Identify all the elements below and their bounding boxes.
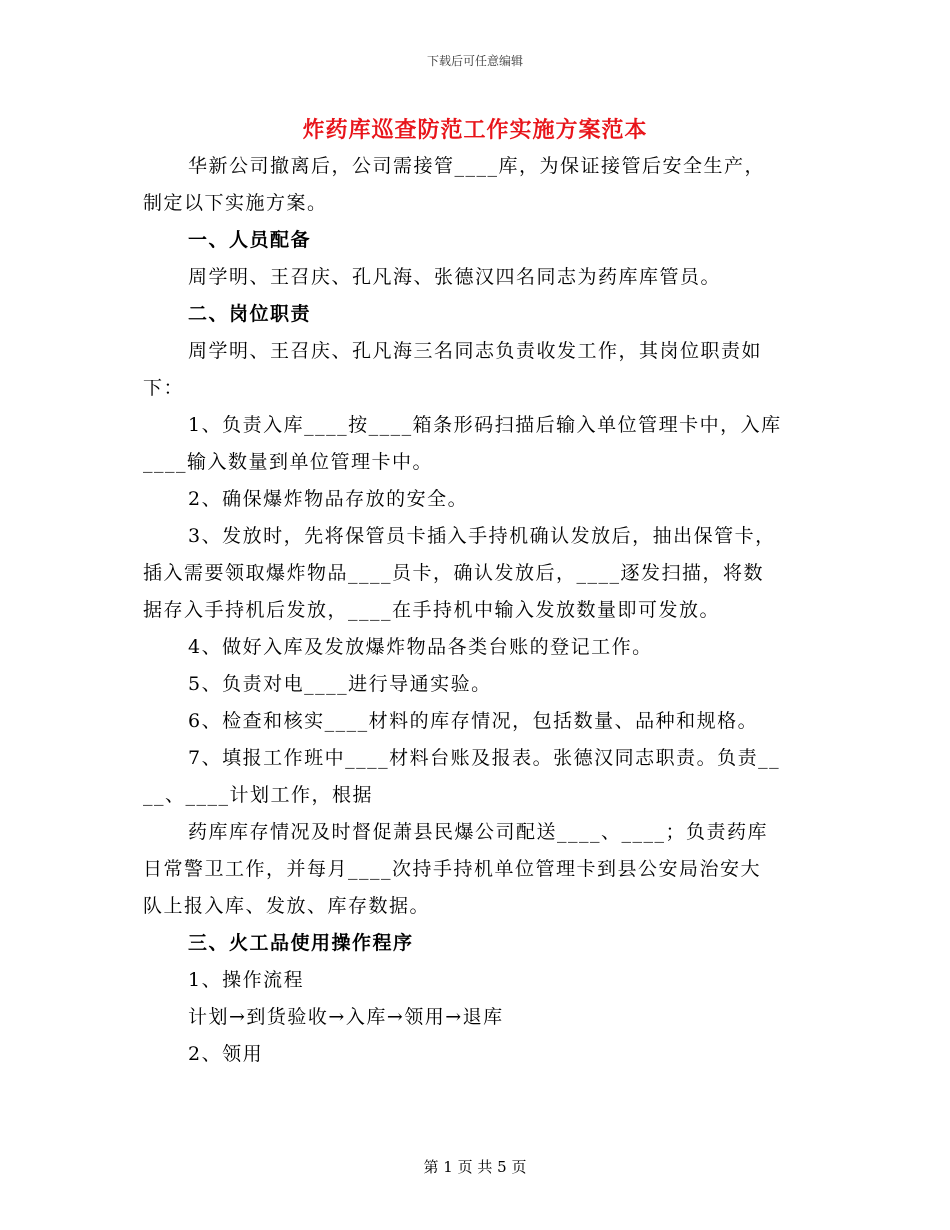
body-line: 下：	[143, 377, 185, 399]
body-line: __、____计划工作，根据	[143, 784, 374, 806]
body-line: 制定以下实施方案。	[143, 192, 328, 214]
body-line: 华新公司撤离后，公司需接管____库，为保证接管后安全生产，	[188, 155, 766, 177]
section-heading: 三、火工品使用操作程序	[188, 932, 414, 954]
header-note: 下载后可任意编辑	[426, 54, 523, 68]
body-line: 4、做好入库及发放爆炸物品各类台账的登记工作。	[188, 636, 653, 658]
body-line: 药库库存情况及时督促萧县民爆公司配送____、____；负责药库	[188, 821, 769, 843]
body-line: 据存入手持机后发放，____在手持机中输入发放数量即可发放。	[143, 599, 721, 621]
body-line: 队上报入库、发放、库存数据。	[143, 895, 431, 917]
body-line: 日常警卫工作，并每月____次持手持机单位管理卡到县公安局治安大	[143, 858, 762, 880]
body-line: 1、负责入库____按____箱条形码扫描后输入单位管理卡中，入库	[188, 414, 782, 436]
body-line: 5、负责对电____进行导通实验。	[188, 673, 492, 695]
body-line: 插入需要领取爆炸物品____员卡，确认发放后，____逐发扫描，将数	[143, 562, 765, 584]
body-line: 6、检查和核实____材料的库存情况，包括数量、品种和规格。	[188, 710, 759, 732]
body-line: 2、领用	[188, 1043, 264, 1065]
body-line: 周学明、王召庆、孔凡海三名同志负责收发工作，其岗位职责如	[188, 340, 763, 362]
body-line: 2、确保爆炸物品存放的安全。	[188, 488, 469, 510]
body-line: 计划→到货验收→入库→领用→退库	[188, 1006, 504, 1028]
document-title: 炸药库巡查防范工作实施方案范本	[302, 117, 648, 143]
body-line: 7、填报工作班中____材料台账及报表。张德汉同志职责。负责__	[188, 747, 781, 769]
section-heading: 一、人员配备	[188, 229, 312, 251]
section-heading: 二、岗位职责	[188, 303, 312, 325]
document-body	[143, 148, 811, 1073]
page-footer: 第 1 页 共 5 页	[423, 1158, 527, 1176]
body-line: 周学明、王召庆、孔凡海、张德汉四名同志为药库库管员。	[188, 266, 722, 288]
body-line: ____输入数量到单位管理卡中。	[143, 451, 434, 473]
body-line: 1、操作流程	[188, 969, 305, 991]
body-line: 3、发放时，先将保管员卡插入手持机确认发放后，抽出保管卡，	[188, 525, 776, 547]
